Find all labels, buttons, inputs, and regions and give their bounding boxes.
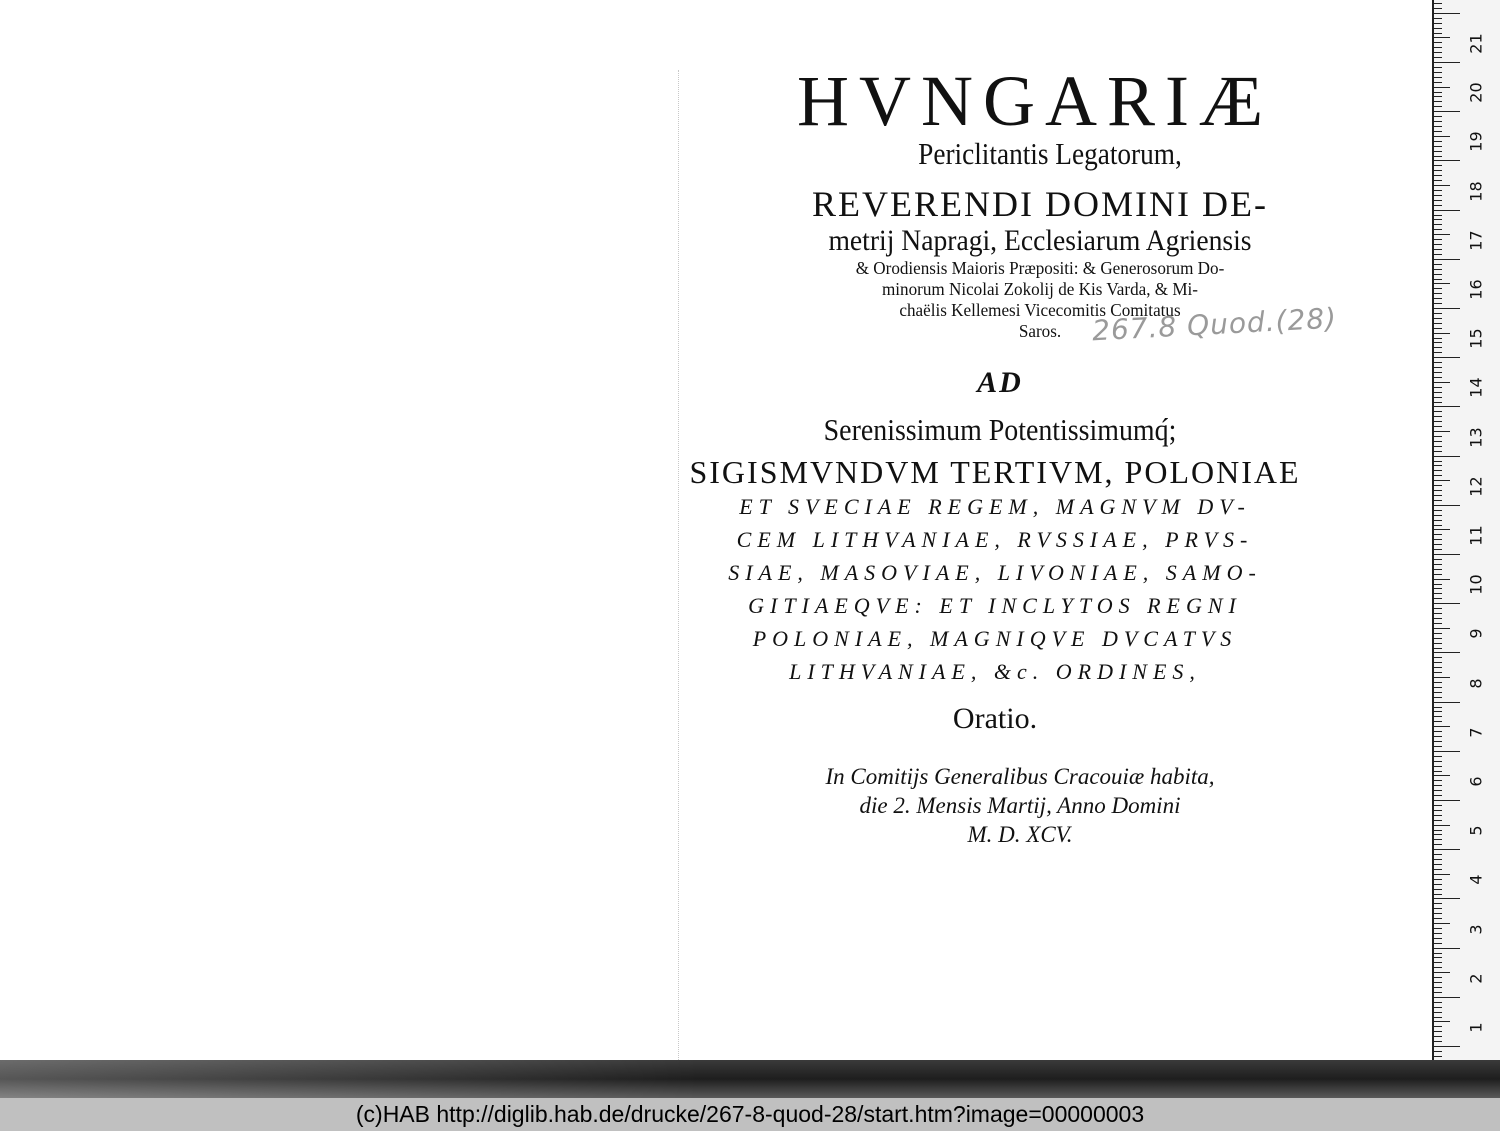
ruler-tick	[1434, 333, 1450, 334]
ruler-tick	[1434, 1017, 1442, 1018]
ruler-tick	[1434, 490, 1442, 491]
ruler-tick	[1434, 338, 1442, 339]
ruler-tick	[1434, 687, 1442, 688]
ruler-tick	[1434, 1021, 1450, 1022]
ruler-tick	[1434, 323, 1442, 324]
ruler-tick	[1434, 377, 1442, 378]
ruler-number: 6	[1466, 776, 1486, 787]
ruler-tick	[1434, 667, 1442, 668]
names-line: minorum Nicolai Zokolij de Kis Varda, & Mi-	[882, 279, 1198, 299]
ruler-tick	[1434, 229, 1442, 230]
ruler-tick	[1434, 165, 1442, 166]
ruler-tick	[1434, 180, 1442, 181]
ruler-tick	[1434, 938, 1442, 939]
ruler-tick	[1434, 953, 1442, 954]
ruler-tick	[1434, 3, 1442, 4]
ruler-tick	[1434, 352, 1442, 353]
ruler-tick	[1434, 1002, 1442, 1003]
ruler-tick	[1434, 279, 1442, 280]
ruler-tick	[1434, 461, 1442, 462]
imprint-line: In Comitijs Generalibus Cracouiæ habita,	[825, 764, 1215, 789]
ruler-tick	[1434, 525, 1442, 526]
ruler-tick	[1434, 810, 1442, 811]
ruler-tick	[1434, 416, 1442, 417]
ruler-tick	[1434, 298, 1442, 299]
ruler-tick	[1434, 451, 1442, 452]
king-line: POLONIAE, MAGNIQVE DVCATVS	[752, 626, 1238, 651]
imprint	[640, 762, 1400, 849]
ruler-tick	[1434, 628, 1450, 629]
scanner-shadow	[0, 1060, 1500, 1098]
ruler-tick	[1434, 269, 1442, 270]
ruler-tick	[1434, 195, 1442, 196]
ruler-tick	[1434, 957, 1442, 958]
ruler-tick	[1434, 751, 1460, 752]
king-line: SIGISMVNDVM TERTIVM, POLONIAE	[689, 454, 1301, 490]
ruler-tick	[1434, 402, 1442, 403]
ruler-tick	[1434, 101, 1442, 102]
ad-heading: AD	[977, 366, 1023, 399]
ruler-tick	[1434, 283, 1450, 284]
ruler-tick	[1434, 1026, 1442, 1027]
ruler-tick	[1434, 997, 1460, 998]
ruler-tick	[1434, 711, 1442, 712]
ruler-tick	[1434, 534, 1442, 535]
ruler-number: 10	[1466, 574, 1486, 595]
ruler-tick	[1434, 933, 1442, 934]
ruler-tick	[1434, 889, 1442, 890]
ruler-tick	[1434, 608, 1442, 609]
ruler-tick	[1434, 52, 1442, 53]
ruler-tick	[1434, 82, 1442, 83]
ruler-tick	[1434, 741, 1442, 742]
ruler-tick	[1434, 57, 1442, 58]
oratio: Oratio.	[952, 702, 1038, 735]
ruler-number: 5	[1466, 825, 1486, 836]
ruler-tick	[1434, 775, 1450, 776]
ruler-tick	[1434, 539, 1442, 540]
ruler-tick	[1434, 495, 1442, 496]
names-line: chaëlis Kellemesi Vicecomitis Comitatus	[899, 300, 1181, 320]
ruler-tick	[1434, 47, 1442, 48]
ruler-tick	[1434, 800, 1460, 801]
ruler-number: 3	[1466, 924, 1486, 935]
handwritten-shelfmark: 267.8 Quod.(28)	[1091, 301, 1338, 348]
names-line: & Orodiensis Maioris Præpositi: & Generosorum Do-	[855, 258, 1225, 278]
ruler-tick	[1434, 480, 1450, 481]
ruler-tick	[1434, 677, 1450, 678]
ruler-tick	[1434, 564, 1442, 565]
ruler-tick	[1434, 234, 1450, 235]
ruler-tick	[1434, 288, 1442, 289]
ruler-tick	[1434, 869, 1442, 870]
ruler-tick	[1434, 411, 1442, 412]
ruler-tick	[1434, 431, 1450, 432]
ruler-tick	[1434, 633, 1442, 634]
ruler-tick	[1434, 397, 1442, 398]
ruler-tick	[1434, 849, 1460, 850]
ruler-tick	[1434, 859, 1442, 860]
ruler-tick	[1434, 441, 1442, 442]
ruler-tick	[1434, 662, 1442, 663]
ruler-tick	[1434, 37, 1450, 38]
ruler-tick	[1434, 692, 1442, 693]
ruler-tick	[1434, 643, 1442, 644]
ruler-tick	[1434, 456, 1460, 457]
ruler-tick	[1434, 160, 1460, 161]
ruler-tick	[1434, 894, 1442, 895]
ruler-tick	[1434, 771, 1442, 772]
ruler-tick	[1434, 830, 1442, 831]
ruler-tick	[1434, 367, 1442, 368]
ruler-tick	[1434, 515, 1442, 516]
ruler-tick	[1434, 77, 1442, 78]
ruler-tick	[1434, 815, 1442, 816]
ruler-number: 13	[1466, 426, 1486, 448]
ruler-tick	[1434, 436, 1442, 437]
king-line: GITIAEQVE: ET INCLYTOS REGNI	[748, 593, 1242, 618]
ruler-tick	[1434, 598, 1442, 599]
ruler-tick	[1434, 224, 1442, 225]
ruler-tick	[1434, 613, 1442, 614]
ruler-number: 14	[1466, 377, 1486, 399]
ruler-tick	[1434, 652, 1460, 653]
ruler-tick	[1434, 244, 1442, 245]
ruler-tick	[1434, 13, 1460, 14]
ruler-tick	[1434, 357, 1460, 358]
ruler-tick	[1434, 948, 1460, 949]
ruler-number: 8	[1466, 678, 1486, 689]
ruler-tick	[1434, 943, 1442, 944]
ruler-tick	[1434, 623, 1442, 624]
ruler-tick	[1434, 8, 1442, 9]
ruler-tick	[1434, 426, 1442, 427]
ruler-tick	[1434, 982, 1442, 983]
ruler-tick	[1434, 780, 1442, 781]
king-line: SIAE, MASOVIAE, LIVONIAE, SAMO-	[728, 560, 1262, 585]
ruler-tick	[1434, 923, 1450, 924]
ruler-tick	[1434, 190, 1442, 191]
ruler-tick	[1434, 421, 1442, 422]
ruler-tick	[1434, 136, 1450, 137]
ruler-tick	[1434, 972, 1450, 973]
ruler-number: 21	[1466, 33, 1486, 54]
ruler-tick	[1434, 529, 1450, 530]
ruler-tick	[1434, 210, 1460, 211]
ruler-number: 9	[1466, 628, 1486, 639]
ruler-tick	[1434, 987, 1442, 988]
ruler-tick	[1434, 584, 1442, 585]
ruler-number: 17	[1466, 230, 1486, 251]
imprint-line: M. D. XCV.	[967, 822, 1073, 847]
ruler-tick	[1434, 903, 1442, 904]
ruler-tick	[1434, 559, 1442, 560]
ruler-tick	[1434, 328, 1442, 329]
ruler-tick	[1434, 131, 1442, 132]
ruler-tick	[1434, 121, 1442, 122]
ruler-tick	[1434, 470, 1442, 471]
ruler-tick	[1434, 707, 1442, 708]
ruler-tick	[1434, 308, 1460, 309]
ruler-tick	[1434, 1007, 1442, 1008]
ruler-tick	[1434, 62, 1460, 63]
ruler-number: 16	[1466, 279, 1486, 300]
ruler-tick	[1434, 392, 1442, 393]
ruler-tick	[1434, 593, 1442, 594]
ruler-tick	[1434, 1036, 1442, 1037]
ruler-tick	[1434, 746, 1442, 747]
copyright-footer: (c)HAB http://diglib.hab.de/drucke/267-8-quod-28/start.htm?image=00000003	[0, 1098, 1500, 1131]
main-title: HVNGARIÆ	[797, 61, 1273, 141]
ruler-number: 12	[1466, 476, 1486, 497]
ruler-tick	[1434, 918, 1442, 919]
ruler-tick	[1434, 579, 1450, 580]
ruler-tick	[1434, 500, 1442, 501]
ruler-tick	[1434, 864, 1442, 865]
ruler-tick	[1434, 151, 1442, 152]
ruler-tick	[1434, 505, 1460, 506]
ruler-tick	[1434, 215, 1442, 216]
ruler-tick	[1434, 175, 1442, 176]
king-titles	[590, 454, 1400, 688]
ruler-tick	[1434, 716, 1442, 717]
ruler-tick	[1434, 1046, 1460, 1047]
ruler-tick	[1434, 293, 1442, 294]
ruler-tick	[1434, 382, 1450, 383]
ruler-number: 4	[1466, 874, 1486, 885]
dedicatee: Serenissimum Potentissimumq́;	[823, 412, 1177, 447]
ruler-tick	[1434, 170, 1442, 171]
king-line: ET SVECIAE REGEM, MAGNVM DV-	[739, 494, 1251, 519]
ruler-tick	[1434, 465, 1442, 466]
ruler-tick	[1434, 697, 1442, 698]
imprint-line: die 2. Mensis Martij, Anno Domini	[859, 793, 1181, 818]
ruler-tick	[1434, 805, 1442, 806]
ruler-tick	[1434, 913, 1442, 914]
ruler-tick	[1434, 761, 1442, 762]
ruler-tick	[1434, 756, 1442, 757]
ruler-tick	[1434, 657, 1442, 658]
ruler-tick	[1434, 648, 1442, 649]
ruler-number: 1	[1466, 1022, 1486, 1033]
ruler-tick	[1434, 766, 1442, 767]
ruler-tick	[1434, 303, 1442, 304]
ruler-tick	[1434, 992, 1442, 993]
ruler-tick	[1434, 854, 1442, 855]
ruler-tick	[1434, 790, 1442, 791]
ruler-tick	[1434, 1031, 1442, 1032]
ruler-tick	[1434, 274, 1442, 275]
ruler-tick	[1434, 156, 1442, 157]
king-line: LITHVANIAE, &c. ORDINES,	[789, 659, 1201, 684]
ruler-tick	[1434, 219, 1442, 220]
ruler-tick	[1434, 834, 1442, 835]
ruler-tick	[1434, 618, 1442, 619]
ruler-tick	[1434, 318, 1442, 319]
ruler-tick	[1434, 446, 1442, 447]
ruler-tick	[1434, 362, 1442, 363]
ruler-tick	[1434, 372, 1442, 373]
ruler-number: 20	[1466, 82, 1486, 103]
ruler-tick	[1434, 879, 1442, 880]
king-line: CEM LITHVANIAE, RVSSIAE, PRVS-	[736, 527, 1254, 552]
ruler-tick	[1434, 908, 1442, 909]
ruler-tick	[1434, 106, 1442, 107]
ruler-tick	[1434, 141, 1442, 142]
ruler-tick	[1434, 406, 1460, 407]
ruler-tick	[1434, 825, 1450, 826]
ruler-number: 18	[1466, 180, 1486, 202]
ruler-tick	[1434, 736, 1442, 737]
ruler-tick	[1434, 785, 1442, 786]
ruler-tick	[1434, 874, 1450, 875]
ruler-tick	[1434, 1051, 1442, 1052]
ruler-number: 15	[1466, 328, 1486, 349]
ruler-tick	[1434, 520, 1442, 521]
ruler-tick	[1434, 928, 1442, 929]
ruler-tick	[1434, 18, 1442, 19]
ruler-tick	[1434, 588, 1442, 589]
ruler-number: 7	[1466, 727, 1486, 738]
ruler-tick	[1434, 485, 1442, 486]
ruler-number: 2	[1466, 973, 1486, 984]
ruler-tick	[1434, 1012, 1442, 1013]
ruler-tick	[1434, 259, 1460, 260]
ruler-number: 11	[1466, 525, 1486, 546]
ruler-tick	[1434, 603, 1460, 604]
ruler-tick	[1434, 549, 1442, 550]
ruler-tick	[1434, 721, 1442, 722]
ruler-tick	[1434, 96, 1442, 97]
ruler-tick	[1434, 1056, 1442, 1057]
ruler-tick	[1434, 962, 1442, 963]
ruler-tick	[1434, 844, 1442, 845]
subtitle: Periclitantis Legatorum,	[918, 136, 1182, 171]
ruler-tick	[1434, 795, 1442, 796]
ruler-tick	[1434, 574, 1442, 575]
ruler-tick	[1434, 67, 1442, 68]
ruler-number: 19	[1466, 131, 1486, 153]
ruler-tick	[1434, 475, 1442, 476]
ruler-tick	[1434, 682, 1442, 683]
ruler-tick	[1434, 1041, 1442, 1042]
ruler-tick	[1434, 33, 1442, 34]
ruler-tick	[1434, 146, 1442, 147]
ruler-tick	[1434, 967, 1442, 968]
ruler-tick	[1434, 702, 1460, 703]
ruler-tick	[1434, 510, 1442, 511]
names-line: Saros.	[1018, 321, 1062, 341]
ruler-tick	[1434, 42, 1442, 43]
ruler-tick	[1434, 264, 1442, 265]
measuring-ruler	[1432, 0, 1500, 1060]
ruler-tick	[1434, 820, 1442, 821]
ruler-tick	[1434, 239, 1442, 240]
ruler-tick	[1434, 185, 1450, 186]
ruler-tick	[1434, 92, 1442, 93]
title-page	[689, 61, 1400, 849]
ruler-tick	[1434, 884, 1442, 885]
ruler-tick	[1434, 205, 1442, 206]
ruler-tick	[1434, 87, 1450, 88]
ruler-tick	[1434, 342, 1442, 343]
ruler-tick	[1434, 23, 1442, 24]
ruler-tick	[1434, 544, 1442, 545]
ruler-tick	[1434, 28, 1442, 29]
ruler-tick	[1434, 126, 1442, 127]
ruler-tick	[1434, 111, 1460, 112]
ruler-tick	[1434, 977, 1442, 978]
names-line: metrij Napragi, Ecclesiarum Agriensis	[828, 224, 1252, 257]
ruler-tick	[1434, 726, 1450, 727]
ruler-tick	[1434, 672, 1442, 673]
ruler-tick	[1434, 387, 1442, 388]
ruler-tick	[1434, 554, 1460, 555]
ruler-tick	[1434, 116, 1442, 117]
ruler-tick	[1434, 254, 1442, 255]
ruler-tick	[1434, 731, 1442, 732]
ruler-tick	[1434, 638, 1442, 639]
names-line: REVERENDI DOMINI DE-	[812, 184, 1268, 224]
ruler-tick	[1434, 569, 1442, 570]
ruler-tick	[1434, 249, 1442, 250]
ruler-tick	[1434, 898, 1460, 899]
ruler-tick	[1434, 200, 1442, 201]
ruler-tick	[1434, 72, 1442, 73]
ruler-tick	[1434, 313, 1442, 314]
ruler-tick	[1434, 839, 1442, 840]
ruler-tick	[1434, 347, 1442, 348]
ruler-number	[1467, 0, 1486, 6]
